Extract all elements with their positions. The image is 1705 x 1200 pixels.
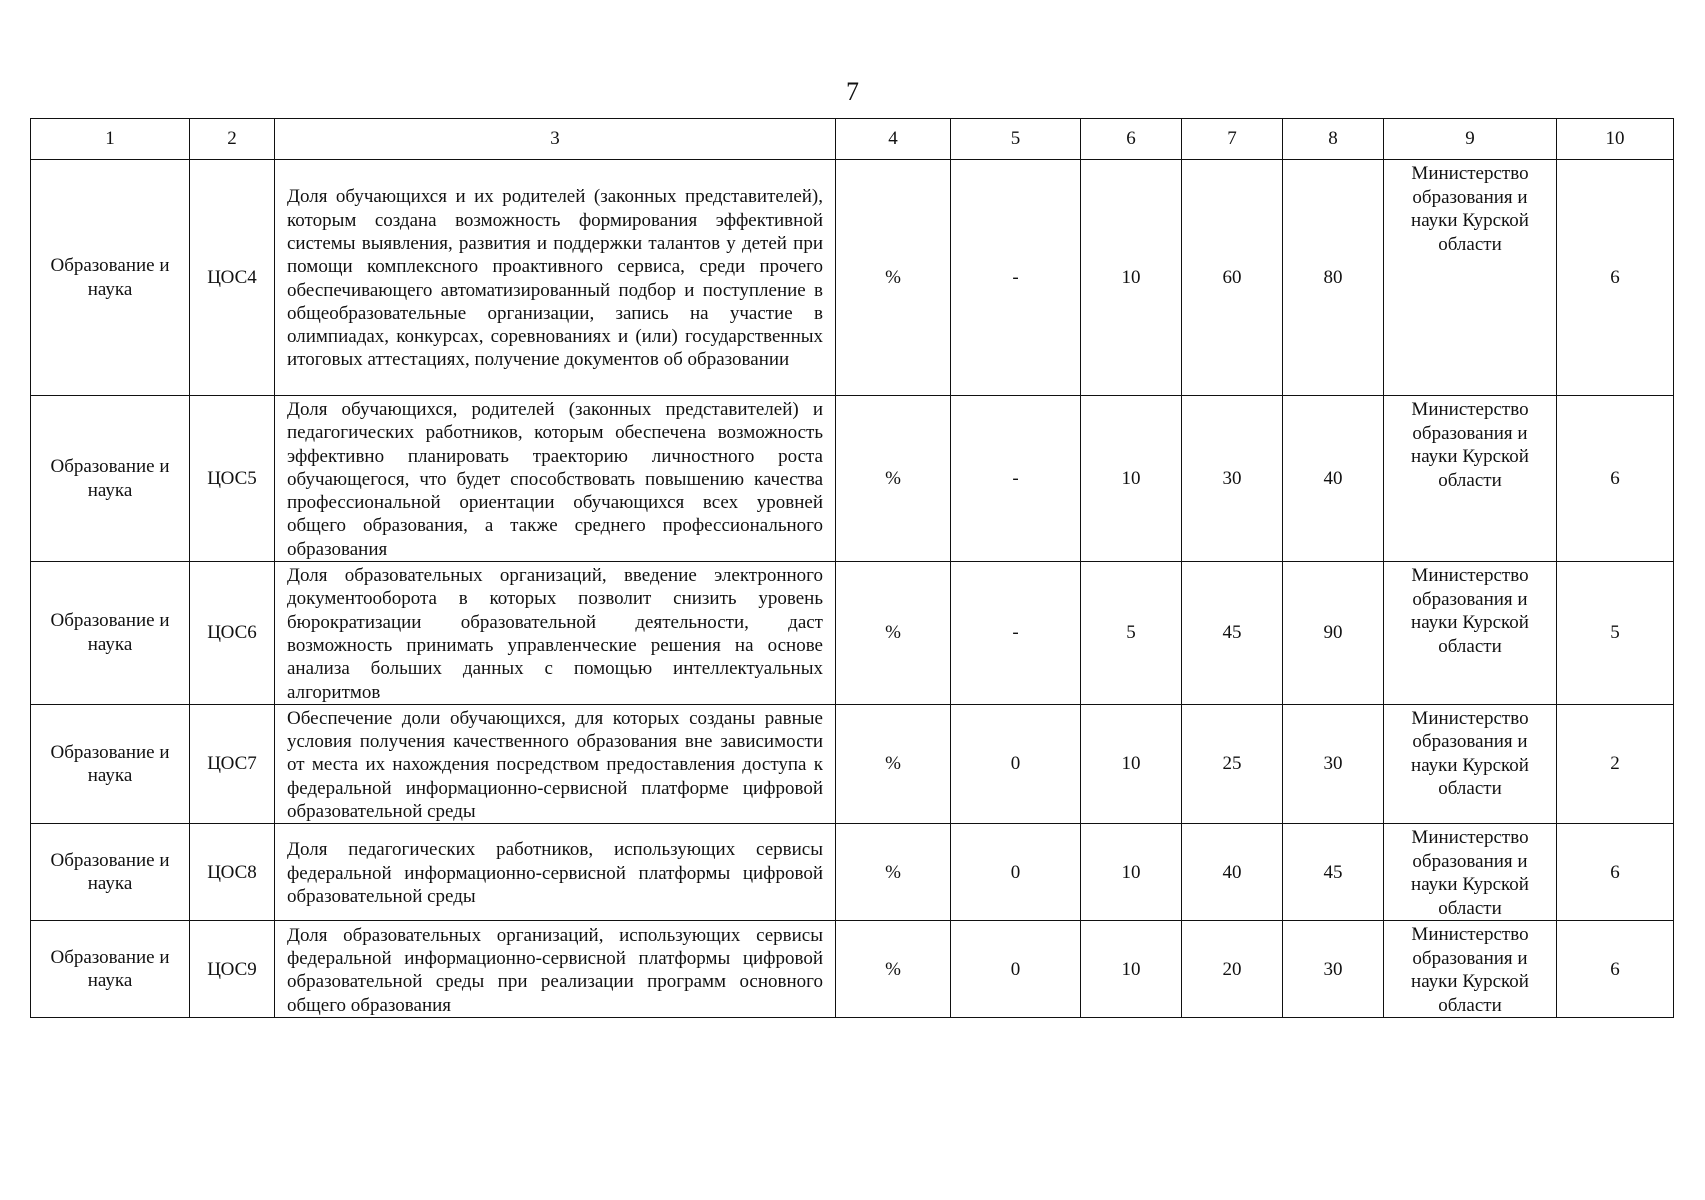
value-cell-col7: 25 (1182, 704, 1283, 823)
unit-cell: % (836, 704, 951, 823)
responsible-cell: Министерство образования и науки Курской области (1384, 824, 1557, 921)
indicator-description-cell: Обеспечение доли обучающихся, для которых созданы равные условия получения качественного образования вне зависимости от места их нахождения посредством предоставления доступа к федеральной информационно-сервисной платформе цифровой образовательной среды (275, 704, 836, 823)
unit-cell: % (836, 562, 951, 705)
table-body (31, 160, 1674, 1018)
value-cell-col10: 6 (1557, 160, 1674, 396)
unit-cell: % (836, 824, 951, 921)
value-cell-col6: 10 (1081, 824, 1182, 921)
value-cell-col7: 30 (1182, 396, 1283, 562)
sector-cell: Образование и наука (31, 824, 190, 921)
value-cell-col8: 30 (1283, 704, 1384, 823)
indicator-description-cell: Доля образовательных организаций, введение электронного документооборота в которых позволит снизить уровень бюрократизации образовательной деятельности, даст возможность принимать управленческие решения на основе анализа больших данных с помощью интеллектуальных алгоритмов (275, 562, 836, 705)
column-header-3: 3 (275, 119, 836, 160)
table-row (31, 562, 1674, 705)
value-cell-col8: 30 (1283, 921, 1384, 1018)
value-cell-col6: 5 (1081, 562, 1182, 705)
sector-cell: Образование и наука (31, 704, 190, 823)
value-cell-col5: - (951, 160, 1081, 396)
column-header-8: 8 (1283, 119, 1384, 160)
column-header-6: 6 (1081, 119, 1182, 160)
value-cell-col7: 20 (1182, 921, 1283, 1018)
header-row (31, 119, 1674, 160)
table-row (31, 704, 1674, 823)
indicator-description-cell: Доля обучающихся и их родителей (законных представителей), которым создана возможность формирования эффективной системы выявления, развития и поддержки талантов у детей при помощи комплексного проактивного сервиса, среди прочего обеспечивающего автоматизированный подбор и поступление в общеобразовательные организации, запись на участие в олимпиадах, конкурсах, соревнованиях и (или) государственных итоговых аттестациях, получение документов об образовании (275, 160, 836, 396)
value-cell-col7: 40 (1182, 824, 1283, 921)
indicator-description-cell: Доля образовательных организаций, использующих сервисы федеральной информационно-сервисной платформы цифровой образовательной среды при реализации программ основного общего образования (275, 921, 836, 1018)
indicator-code-cell: ЦОС9 (190, 921, 275, 1018)
value-cell-col7: 45 (1182, 562, 1283, 705)
indicator-code-cell: ЦОС6 (190, 562, 275, 705)
table-row (31, 921, 1674, 1018)
indicator-code-cell: ЦОС4 (190, 160, 275, 396)
column-header-4: 4 (836, 119, 951, 160)
value-cell-col7: 60 (1182, 160, 1283, 396)
value-cell-col10: 6 (1557, 824, 1674, 921)
responsible-cell: Министерство образования и науки Курской области (1384, 160, 1557, 396)
value-cell-col8: 40 (1283, 396, 1384, 562)
responsible-cell: Министерство образования и науки Курской области (1384, 921, 1557, 1018)
value-cell-col8: 90 (1283, 562, 1384, 705)
column-header-10: 10 (1557, 119, 1674, 160)
indicator-code-cell: ЦОС7 (190, 704, 275, 823)
indicator-description-cell: Доля обучающихся, родителей (законных представителей) и педагогических работников, которым обеспечена возможность эффективно планировать траекторию личностного роста обучающегося, что будет способствовать повышению качества профессиональной ориентации обучающихся всех уровней общего образования, а также среднего профессионального образования (275, 396, 836, 562)
indicator-code-cell: ЦОС8 (190, 824, 275, 921)
value-cell-col6: 10 (1081, 704, 1182, 823)
value-cell-col10: 6 (1557, 396, 1674, 562)
column-header-7: 7 (1182, 119, 1283, 160)
unit-cell: % (836, 160, 951, 396)
responsible-cell: Министерство образования и науки Курской области (1384, 396, 1557, 562)
table-row (31, 824, 1674, 921)
value-cell-col5: 0 (951, 921, 1081, 1018)
indicator-description-cell: Доля педагогических работников, использующих сервисы федеральной информационно-сервисной платформы цифровой образовательной среды (275, 824, 836, 921)
unit-cell: % (836, 396, 951, 562)
value-cell-col10: 6 (1557, 921, 1674, 1018)
table-header (31, 119, 1674, 160)
responsible-cell: Министерство образования и науки Курской области (1384, 704, 1557, 823)
value-cell-col6: 10 (1081, 396, 1182, 562)
column-header-5: 5 (951, 119, 1081, 160)
value-cell-col5: - (951, 396, 1081, 562)
sector-cell: Образование и наука (31, 160, 190, 396)
responsible-cell: Министерство образования и науки Курской области (1384, 562, 1557, 705)
sector-cell: Образование и наука (31, 921, 190, 1018)
value-cell-col10: 5 (1557, 562, 1674, 705)
value-cell-col5: 0 (951, 704, 1081, 823)
value-cell-col10: 2 (1557, 704, 1674, 823)
table-row (31, 396, 1674, 562)
indicators-table (30, 118, 1674, 1018)
page-number: 7 (846, 77, 859, 106)
value-cell-col8: 80 (1283, 160, 1384, 396)
indicator-code-cell: ЦОС5 (190, 396, 275, 562)
value-cell-col6: 10 (1081, 160, 1182, 396)
column-header-1: 1 (31, 119, 190, 160)
table-row (31, 160, 1674, 396)
column-header-2: 2 (190, 119, 275, 160)
unit-cell: % (836, 921, 951, 1018)
value-cell-col8: 45 (1283, 824, 1384, 921)
value-cell-col5: - (951, 562, 1081, 705)
value-cell-col6: 10 (1081, 921, 1182, 1018)
sector-cell: Образование и наука (31, 396, 190, 562)
sector-cell: Образование и наука (31, 562, 190, 705)
column-header-9: 9 (1384, 119, 1557, 160)
value-cell-col5: 0 (951, 824, 1081, 921)
